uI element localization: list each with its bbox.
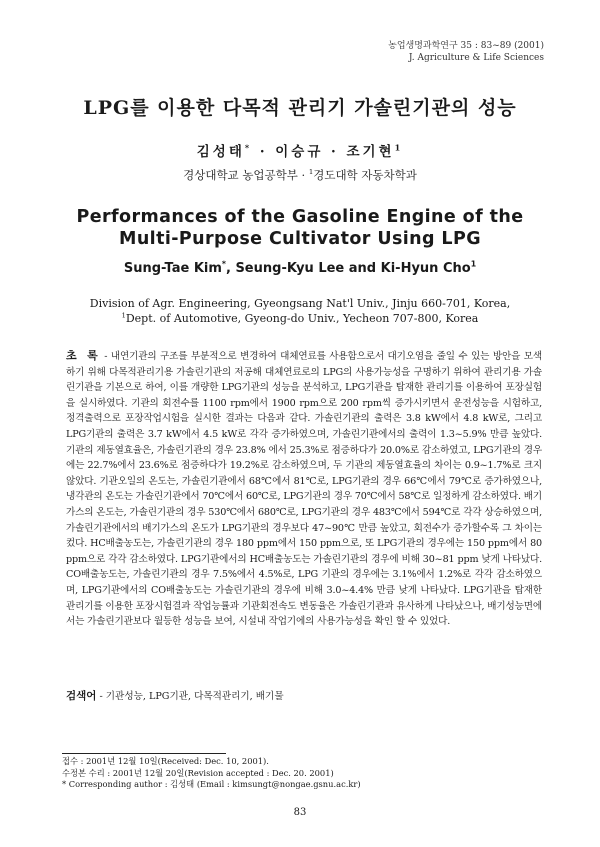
journal-name: J. Agriculture & Life Sciences	[408, 53, 544, 63]
english-authors	[0, 261, 600, 276]
korean-author-3: 조기현	[346, 144, 395, 160]
affiliation-mark: 1	[470, 259, 477, 269]
english-title	[0, 206, 600, 250]
keywords-text: 기관성능, LPG기관, 다목적관리기, 배기물	[105, 691, 284, 702]
page-number: 83	[293, 807, 307, 818]
abstract-label: 초 록	[66, 349, 101, 362]
abstract	[66, 348, 542, 630]
english-title-line-2: Multi-Purpose Cultivator Using LPG	[119, 229, 481, 249]
author-separator: ·	[252, 144, 276, 160]
keywords-label: 검색어	[66, 690, 97, 702]
korean-dept-1: 경상대학교 농업공학부	[183, 168, 298, 182]
english-affiliation-dept-2: Dept. of Automotive, Gyeong-do Univ., Yecheon 707-800, Korea	[125, 312, 479, 325]
footnotes	[62, 756, 361, 791]
korean-author-2: 이승규	[275, 144, 324, 160]
korean-author-1: 김성태	[196, 144, 245, 160]
author-separator: ·	[323, 144, 347, 160]
english-title-line-1: Performances of the Gasoline Engine of the	[76, 207, 524, 227]
english-authors-rest: , Seung-Kyu Lee and Ki-Hyun Cho	[225, 261, 471, 276]
korean-title: LPG를 이용한 다목적 관리기 가솔린기관의 성능	[83, 97, 517, 119]
affiliation-mark: 1	[308, 168, 314, 177]
keywords-dash: -	[96, 691, 106, 702]
journal-header	[388, 40, 544, 64]
korean-dept-2: 경도대학 자동차학과	[313, 168, 417, 182]
affiliation-separator: ·	[297, 168, 309, 182]
abstract-text: 내연기관의 구조를 부분적으로 변경하여 대체연료를 사용함으로서 대기오염을 줄일 수 있는 방안을 모색하기 위해 다목적관리기용 가솔린기관의 저공해 대체연료로의 LPG의 사용가능성을 구명하기 위하여 관리기용 가솔린기관을 기본으로 하여, 이를 개량한 LPG기관의 성능을 분석하고, LPG기관을 탑재한 관리기를 이용하여 포장실험을 실시하였다. 기관의 회전수를 1100 rpm에서 1900 rpm으로 200 rpm씩 증가시키면서 운전성능을 시험하고, 정격출력으로 포장작업시험을 실시한 결과는 다음과 같다. 가솔린기관의 출력은 3.8 kW에서 4.8 kW로, 그리고 LPG기관의 출력은 3.7 kW에서 4.5 kW로 각각 증가하였으며, 가솔린기관에서의 출력이 1.3~5.9% 만큼 높았다. 기관의 제동열효율은, 가솔린기관의 경우 23.8% 에서 25.3%로 점증하다가 20.0%로 감소하였고, LPG기관의 경우에는 22.7%에서 23.6%로 점증하다가 19.2%로 감소하였으며, 두 기관의 제동열효율의 차이는 0.9~1.7%로 크지 않았다. 기관오일의 온도는, 가솔린기관에서 68℃에서 81℃로, LPG기관의 경우 66℃에서 79℃로 증가하였으나, 냉각관의 온도는 가솔린기관에서 70℃에서 60℃로, LPG기관의 경우 70℃에서 58℃로 일정하게 감소하였다. 배기가스의 온도는, 가솔린기관의 경우 530℃에서 680℃로, LPG기관의 경우 483℃에서 594℃로 각각 상승하였으며, 가솔린기관에서의 배기가스의 온도가 LPG기관의 경우보다 47~90℃ 만큼 높았고, 회전수가 증가할수록 그 차이는 컸다. HC배출농도는, 가솔린기관의 경우 180 ppm에서 150 ppm으로, 또 LPG기관의 경우에는 150 ppm에서 80 ppm으로 각각 감소하였다. LPG기관에서의 HC배출농도는 가솔린기관의 경우에 비해 30~81 ppm 낮게 나타났다. CO배출농도는, 가솔린기관의 경우 7.5%에서 4.5%로, LPG 기관의 경우에는 3.1%에서 1.2%로 각각 감소하였으며, LPG기관에서의 CO배출농도는 가솔린기관의 경우에 비해 3.0~4.4% 만큼 낮게 나타났다. LPG기관을 탑재한 관리기를 이용한 포장시험결과 작업능률과 기관회전속도 변동율은 가솔린기관과 유사하게 나타났으나, 배기성능면에서는 가솔린기관보다 월등한 성능을 보여, 시설내 작업기에의 사용가능성을 확인 할 수 있었다.	[66, 351, 542, 628]
footnote-corresponding-author: * Corresponding author : 김성태 (Email : kimsungt@nongae.gsnu.ac.kr)	[62, 779, 361, 789]
english-affiliation	[0, 296, 600, 326]
affiliation-mark: 1	[394, 142, 404, 153]
korean-authors	[0, 140, 600, 160]
english-affiliation-line-2	[0, 311, 600, 326]
english-affiliation-line-1: Division of Agr. Engineering, Gyeongsang Nat'l Univ., Jinju 660-701, Korea,	[89, 297, 511, 310]
abstract-dash: -	[100, 351, 111, 362]
footnote-accepted: 수정본 수리 : 2001년 12월 20일(Revision accepted : Dec. 20. 2001)	[62, 767, 334, 778]
footnote-divider	[62, 753, 226, 754]
korean-affiliation	[0, 167, 600, 183]
keywords	[66, 688, 542, 703]
corresponding-mark: *	[221, 259, 226, 269]
journal-citation: 농업생명과학연구 35 : 83~89 (2001)	[388, 41, 544, 51]
footnote-received: 접수 : 2001년 12월 10일(Received: Dec. 10, 2001).	[62, 756, 269, 766]
affiliation-mark: 1	[121, 311, 126, 320]
english-author-1: Sung-Tae Kim	[123, 261, 222, 276]
corresponding-mark: *	[244, 142, 253, 153]
